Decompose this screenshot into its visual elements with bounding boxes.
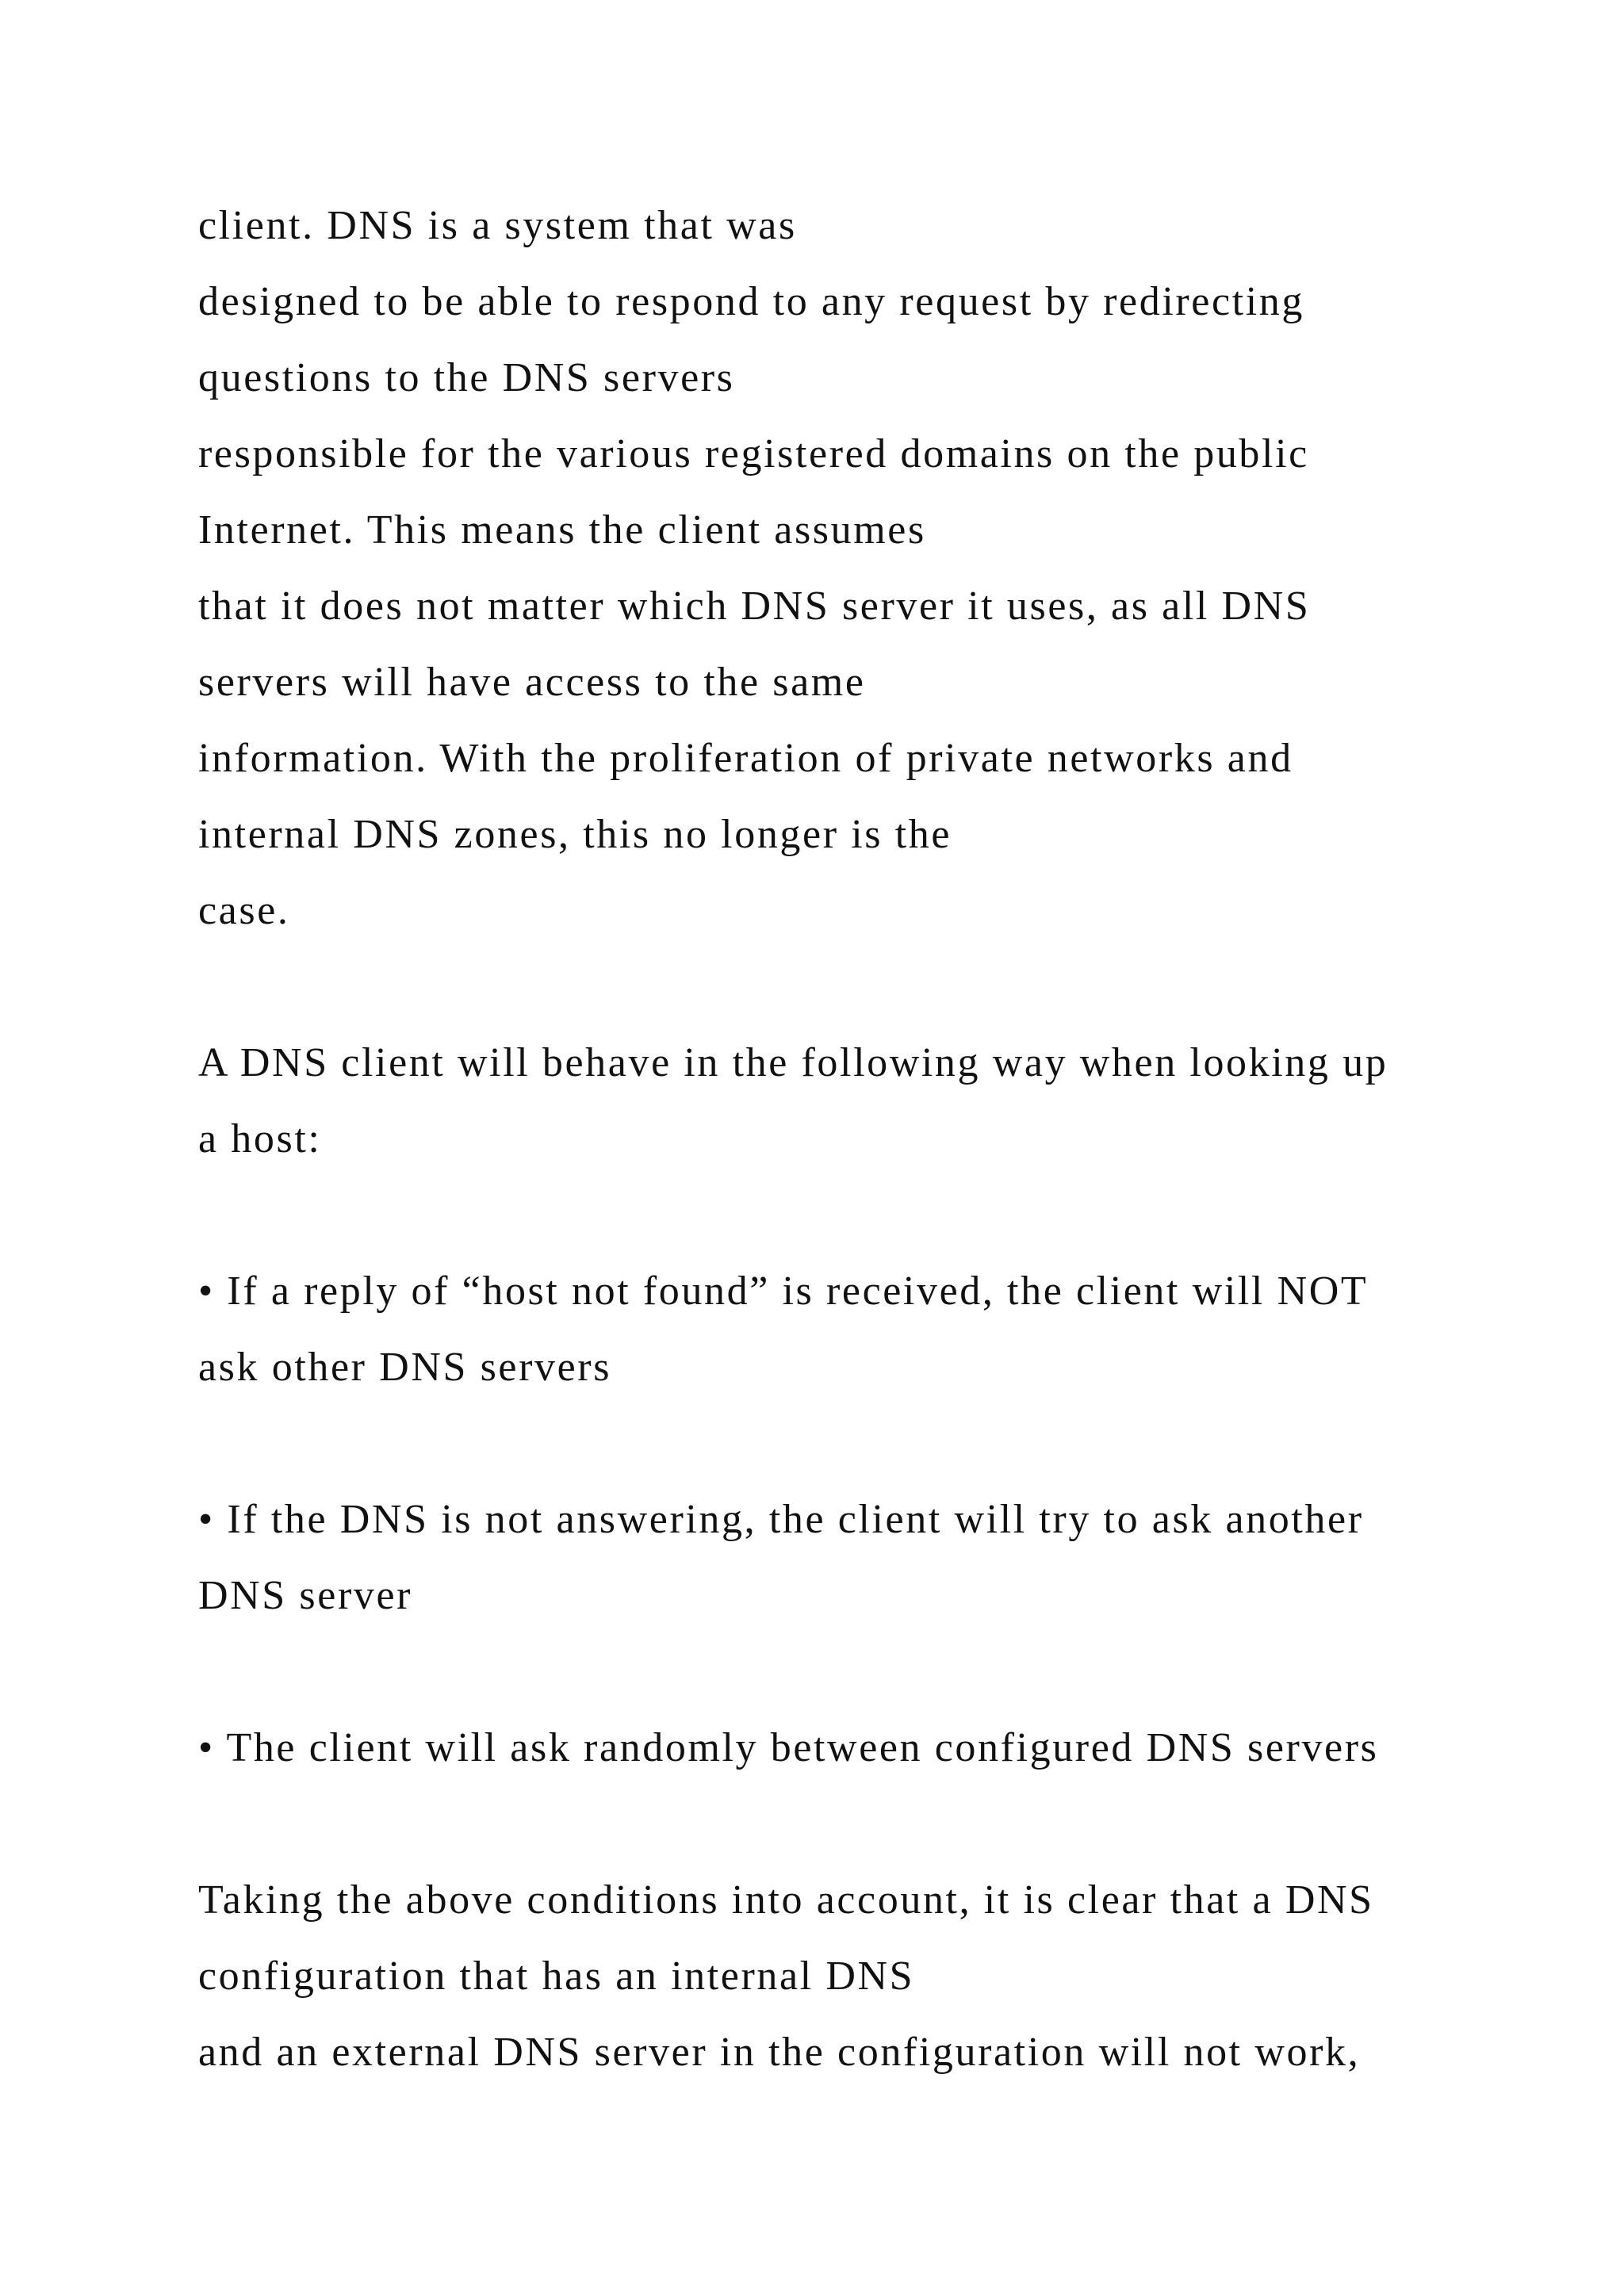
text-line: A DNS client will behave in the following way when looking up <box>198 1040 1388 1085</box>
text-line: information. With the proliferation of private networks and <box>198 736 1293 781</box>
paragraph-gap <box>198 1406 1546 1482</box>
bullet-random-servers <box>198 1710 1546 1786</box>
text-line: designed to be able to respond to any request by redirecting <box>198 279 1304 324</box>
bullet-dns-not-answering <box>198 1482 1546 1634</box>
text-line: case. <box>198 888 290 933</box>
text-line: a host: <box>198 1116 322 1161</box>
text-line: questions to the DNS servers <box>198 355 735 400</box>
paragraph-client-behavior <box>198 1025 1546 1177</box>
paragraph-gap <box>198 1786 1546 1862</box>
text-line: responsible for the various registered domains on the public <box>198 431 1309 476</box>
text-line: that it does not matter which DNS server it uses, as all DNS <box>198 584 1311 629</box>
text-line: ask other DNS servers <box>198 1345 612 1390</box>
paragraph-conclusion <box>198 1862 1546 2091</box>
paragraph-dns-system <box>198 188 1546 949</box>
paragraph-gap <box>198 1634 1546 1710</box>
text-line: DNS server <box>198 1573 413 1618</box>
text-line: client. DNS is a system that was <box>198 203 797 248</box>
text-line: servers will have access to the same <box>198 660 866 705</box>
paragraph-gap <box>198 949 1546 1025</box>
text-line: Taking the above conditions into account, it is clear that a DNS <box>198 1877 1374 1923</box>
text-line: • If the DNS is not answering, the client will try to ask another <box>198 1497 1364 1542</box>
paragraph-gap <box>198 1177 1546 1253</box>
text-line: • The client will ask randomly between configured DNS servers <box>198 1725 1379 1770</box>
text-line: configuration that has an internal DNS <box>198 1954 915 1999</box>
document-body <box>198 188 1546 2091</box>
text-line: Internet. This means the client assumes <box>198 507 926 553</box>
text-line: and an external DNS server in the configuration will not work, <box>198 2030 1361 2075</box>
text-line: • If a reply of “host not found” is received, the client will NOT <box>198 1269 1369 1314</box>
text-line: internal DNS zones, this no longer is the <box>198 812 952 857</box>
bullet-host-not-found <box>198 1253 1546 1406</box>
